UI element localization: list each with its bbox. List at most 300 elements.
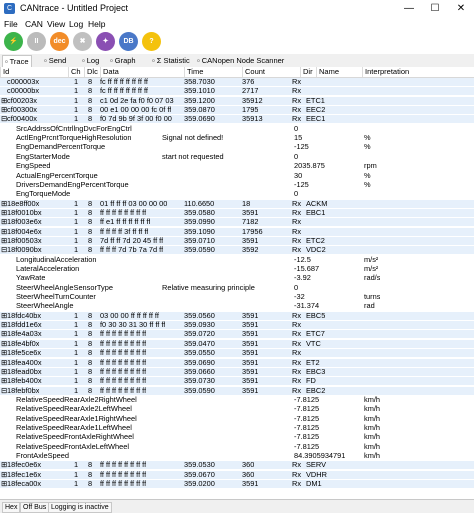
expand-icon[interactable]: ⊞ [1,321,8,330]
cell-count: 35912 [242,96,263,105]
expand-icon[interactable]: ⊞ [1,339,8,348]
cell-count: 3591 [242,386,259,395]
cell-id: 18fdc40bx [7,311,42,320]
cell-data: ff ff ff ff ff ff ff ff [100,339,147,348]
app-icon: C [4,3,15,14]
expand-icon[interactable]: ⊞ [1,227,8,236]
cell-ch: 1 [74,96,79,105]
cell-time: 359.0930 [184,321,215,330]
cell-id: c000003x [7,78,40,86]
cell-id: c00000bx [7,87,40,96]
column-header-count[interactable]: Count [242,67,300,77]
signal-row[interactable] [0,396,474,404]
tab-label: Σ Statistic [156,56,190,65]
cell-data: ff ff ff ff ff ff ff ff [100,330,147,339]
signal-value: -7.8125 [294,433,320,442]
cell-time: 359.0710 [184,236,215,245]
help-button[interactable] [142,32,161,51]
signal-unit: km/h [364,442,381,451]
message-row[interactable] [0,312,474,320]
cell-data: f0 7d 9b 9f 3f 00 f0 00 [100,115,172,124]
cell-dir: Rx [292,87,302,96]
cell-data: ff ff ff ff ff ff ff ff [100,470,147,479]
signal-row[interactable] [0,452,474,460]
message-row[interactable] [0,387,474,395]
cell-ch: 1 [74,386,79,395]
tab-label: Send [48,56,67,65]
cell-id: 18f00503x [7,236,42,245]
cell-data: 7d ff ff 7d 20 45 ff ff [100,236,164,245]
column-header-dir[interactable]: Dir [300,67,316,77]
collapse-icon[interactable]: ⊟ [1,246,8,255]
cell-name: EBC5 [306,311,326,320]
menu-help[interactable]: Help [88,19,106,29]
cell-ch: 1 [74,87,79,96]
graph-icon: ▫ [110,56,115,65]
database-icon: DB [123,38,134,45]
message-row[interactable] [0,209,474,217]
cell-dir: Rx [292,115,302,124]
cell-dir: Rx [292,96,302,105]
cell-ch: 1 [74,321,79,330]
cell-dlc: 8 [88,96,93,105]
message-row[interactable] [0,246,474,254]
close-icon[interactable]: ✕ [456,3,466,14]
cell-time: 359.0660 [184,367,215,376]
tab-label: Trace [9,57,29,66]
expand-icon[interactable]: ⊞ [1,218,8,227]
cell-ch: 1 [74,208,79,217]
signal-row[interactable] [0,433,474,441]
message-row[interactable] [0,377,474,385]
message-row[interactable] [0,200,474,208]
cell-dir: Rx [292,321,302,330]
cell-data: 03 00 00 ff ff ff ff ff [100,311,159,320]
cell-dir: Rx [292,208,302,217]
cell-data: c1 0d 2e fa f0 f0 07 03 [100,96,174,105]
cell-count: 360 [242,470,255,479]
cell-count: 3591 [242,236,259,245]
cell-id: 18fec1e6x [7,470,42,479]
connect-button[interactable] [4,32,23,51]
expand-icon[interactable]: ⊞ [1,349,8,358]
message-row[interactable] [0,480,474,488]
cell-dlc: 8 [88,339,93,348]
cell-ch: 1 [74,377,79,386]
expand-icon[interactable]: ⊞ [1,330,8,339]
cell-id: 18fdd1e6x [7,321,42,330]
message-row[interactable] [0,321,474,329]
column-header-data[interactable]: Data [100,67,184,77]
status-logging: Logging is inactive [48,502,112,513]
cell-ch: 1 [74,480,79,489]
expand-icon[interactable]: ⊞ [1,358,8,367]
cell-dir: Rx [292,358,302,367]
menu-view[interactable]: View [47,19,66,29]
cell-id: 18f003e6x [7,218,42,227]
signal-name: SteerWheelAngle [16,302,74,311]
cell-id: 18f0010bx [7,208,42,217]
cell-count: 376 [242,78,255,86]
expand-icon[interactable]: ⊞ [1,311,8,320]
tab-log[interactable] [80,55,101,66]
cell-count: 3591 [242,339,259,348]
message-row[interactable] [0,340,474,348]
signal-unit: % [364,143,371,152]
status-bus: Off Bus [20,502,49,513]
signal-row[interactable] [0,153,474,161]
signal-text-value: start not requested [162,152,224,161]
signal-unit: km/h [364,423,381,432]
cell-name: ETC7 [306,330,325,339]
cell-time: 359.0690 [184,115,215,124]
message-row[interactable] [0,368,474,376]
send-icon: ▫ [44,56,49,65]
lightning-icon: ⚡ [9,38,18,45]
cell-id: 18febf0bx [7,386,40,395]
cell-ch: 1 [74,339,79,348]
cell-count: 7182 [242,218,259,227]
tab-statistic[interactable] [150,55,192,66]
signal-value: 84.3905934791 [294,452,346,460]
cell-name: EEC1 [306,115,326,124]
message-row[interactable] [0,115,474,123]
cell-name: DM1 [306,480,322,489]
cell-dlc: 8 [88,377,93,386]
message-row[interactable] [0,106,474,114]
cell-data: ff ff ff ff ff ff ff ff [100,358,147,367]
cell-time: 358.7030 [184,78,215,86]
signal-name: LongitudinalAcceleration [16,255,97,264]
message-row[interactable] [0,349,474,357]
cell-count: 3592 [242,246,259,255]
cell-name: ET2 [306,358,320,367]
signal-value: -31.374 [294,302,320,311]
cell-count: 18 [242,199,251,208]
clear-icon: ✖ [79,38,86,45]
signal-name: EngSpeed [16,162,51,171]
cell-dir: Rx [292,330,302,339]
cell-dlc: 8 [88,236,93,245]
cell-id: 18fead0bx [7,367,42,376]
cell-time: 359.1090 [184,227,215,236]
filter-icon: ✦ [102,38,109,45]
cell-id: 18f0090bx [7,246,42,255]
cell-data: fc ff ff ff ff ff ff ff [100,87,148,96]
signal-row[interactable] [0,424,474,432]
cell-ch: 1 [74,311,79,320]
cell-dlc: 8 [88,367,93,376]
cell-dlc: 8 [88,461,93,470]
cell-count: 3591 [242,358,259,367]
signal-value: 30 [294,171,303,180]
signal-row[interactable] [0,143,474,151]
cell-data: 01 ff ff ff 03 00 00 00 [100,199,168,208]
cell-ch: 1 [74,349,79,358]
signal-unit: km/h [364,452,381,460]
signal-value: 15 [294,134,303,143]
cell-dir: Rx [292,377,302,386]
tab-label: Log [86,56,100,65]
menu-can[interactable]: CAN [25,19,43,29]
cell-time: 359.0550 [184,349,215,358]
message-row[interactable] [0,471,474,479]
signal-value: 2035.875 [294,162,325,171]
trace-grid[interactable] [0,78,474,499]
signal-value: -32 [294,293,305,302]
cell-time: 359.0730 [184,377,215,386]
tab-graph[interactable] [108,55,138,66]
signal-row[interactable] [0,274,474,282]
cell-dlc: 8 [88,87,93,96]
cell-data: ff ff ff ff ff ff ff ff [100,461,147,470]
cell-name: ETC1 [306,96,325,105]
cell-dlc: 8 [88,78,93,86]
cell-data: ff ff ff ff ff ff ff ff [100,386,147,395]
cell-time: 359.0590 [184,386,215,395]
expand-icon[interactable]: ⊞ [1,96,8,105]
message-row[interactable] [0,330,474,338]
cell-time: 359.1010 [184,87,215,96]
cell-id: 18fe5ce6x [7,349,42,358]
cell-count: 3591 [242,208,259,217]
signal-value: -7.8125 [294,423,320,432]
column-header-id[interactable]: Id [0,67,68,77]
cell-data: ff ff ff ff ff ff ff ff [100,208,147,217]
message-row[interactable] [0,97,474,105]
signal-value: 0 [294,124,299,133]
signal-value: -7.8125 [294,442,320,451]
cell-ch: 1 [74,367,79,376]
cell-ch: 1 [74,461,79,470]
message-row[interactable] [0,218,474,226]
signal-row[interactable] [0,302,474,310]
cell-id: 18fe4bf0x [7,339,40,348]
cell-count: 2717 [242,87,259,96]
collapse-icon[interactable]: ⊟ [1,115,8,124]
cell-dlc: 8 [88,106,93,115]
message-row[interactable] [0,78,474,86]
cell-data: fc ff ff ff ff ff ff ff [100,78,148,86]
cell-count: 17956 [242,227,263,236]
cell-dir: Rx [292,236,302,245]
cell-ch: 1 [74,227,79,236]
signal-row[interactable] [0,190,474,198]
signal-row[interactable] [0,284,474,292]
cell-time: 359.0870 [184,106,215,115]
signal-text-value: Signal not defined! [162,134,224,143]
cell-id: 18f004e6x [7,227,42,236]
signal-unit: rpm [364,162,377,171]
cell-time: 359.0580 [184,208,215,217]
cell-count: 1795 [242,106,259,115]
cell-id: 18feb400x [7,377,42,386]
signal-text-value: Relative measuring principle [162,283,255,292]
expand-icon[interactable]: ⊞ [1,470,8,479]
cell-dlc: 8 [88,311,93,320]
maximize-icon[interactable]: ☐ [430,3,440,14]
cell-name: ACKM [306,199,328,208]
message-row[interactable] [0,237,474,245]
menu-file[interactable]: File [4,19,18,29]
signal-row[interactable] [0,162,474,170]
cell-count: 3591 [242,330,259,339]
expand-icon[interactable]: ⊞ [1,377,8,386]
signal-value: -7.8125 [294,414,320,423]
cell-count: 3591 [242,377,259,386]
column-header-time[interactable]: Time [184,67,242,77]
signal-name: RelativeSpeedFrontAxleRightWheel [16,433,134,442]
pause-icon: II [34,38,39,45]
expand-icon[interactable]: ⊞ [1,367,8,376]
signal-row[interactable] [0,125,474,133]
signal-row[interactable] [0,256,474,264]
signal-name: DriversDemandEngPercentTorque [16,180,129,189]
cell-ch: 1 [74,115,79,124]
cell-dir: Rx [292,106,302,115]
cell-dlc: 8 [88,199,93,208]
signal-name: RelativeSpeedRearAxle2RightWheel [16,395,137,404]
tab-canopen-node-scanner[interactable] [195,55,286,66]
menu-bar [0,18,474,30]
dec-button[interactable] [50,32,69,51]
scanner-icon: ▫ [197,56,202,65]
cell-dlc: 8 [88,218,93,227]
signal-name: SteerWheelAngleSensorType [16,283,113,292]
cell-dir: Rx [292,349,302,358]
cell-name: ETC2 [306,236,325,245]
cell-count: 3591 [242,480,259,489]
dec-icon: dec [53,38,66,45]
filter-button[interactable] [96,32,115,51]
cell-name: FD [306,377,316,386]
log-icon: ▫ [82,56,87,65]
status-bar [0,499,474,513]
signal-row[interactable] [0,134,474,142]
cell-ch: 1 [74,358,79,367]
cell-dir: Rx [292,218,302,227]
signal-value: 0 [294,283,299,292]
cell-id: cf00203x [7,96,37,105]
signal-row[interactable] [0,265,474,273]
expand-icon[interactable]: ⊞ [1,480,8,489]
cell-name: VDC2 [306,246,326,255]
message-row[interactable] [0,359,474,367]
column-header-name[interactable]: Name [316,67,362,77]
cell-dir: Rx [292,470,302,479]
column-header-dlc[interactable]: Dlc [84,67,100,77]
signal-row[interactable] [0,405,474,413]
cell-count: 3591 [242,321,259,330]
signal-value: -15.687 [294,265,320,273]
cell-id: 18fec0e6x [7,461,42,470]
signal-unit: % [364,134,371,143]
expand-icon[interactable]: ⊞ [1,236,8,245]
signal-row[interactable] [0,293,474,301]
cell-name: EBC3 [306,367,326,376]
cell-time: 110.6650 [184,199,215,208]
cell-time: 359.0990 [184,218,215,227]
signal-value: -7.8125 [294,405,320,414]
window-title: CANtrace - Untitled Project [20,3,129,13]
signal-row[interactable] [0,181,474,189]
expand-icon[interactable]: ⊞ [1,461,8,470]
cell-name: VDHR [306,470,327,479]
signal-value: -12.5 [294,255,311,264]
cell-id: cf00300x [7,106,37,115]
message-row[interactable] [0,87,474,95]
cell-ch: 1 [74,106,79,115]
cell-time: 359.0690 [184,358,215,367]
signal-name: EngStarterMode [16,152,70,161]
cell-time: 359.0200 [184,480,215,489]
signal-unit: m/s² [364,265,379,273]
clear-button[interactable] [73,32,92,51]
cell-count: 3591 [242,367,259,376]
expand-icon[interactable]: ⊞ [1,106,8,115]
cell-name: SERV [306,461,326,470]
cell-dlc: 8 [88,349,93,358]
tab-label: CANopen Node Scanner [201,56,285,65]
signal-row[interactable] [0,172,474,180]
signal-row[interactable] [0,443,474,451]
cell-dlc: 8 [88,470,93,479]
cell-count: 3591 [242,349,259,358]
tab-bar [0,54,474,68]
cell-dir: Rx [292,367,302,376]
pause-button[interactable] [27,32,46,51]
minimize-icon[interactable]: — [404,3,414,14]
cell-dlc: 8 [88,480,93,489]
signal-name: SteerWheelTurnCounter [16,293,96,302]
signal-unit: km/h [364,433,381,442]
signal-unit: km/h [364,405,381,414]
signal-unit: rad/s [364,274,381,283]
message-row[interactable] [0,461,474,469]
db-button[interactable] [119,32,138,51]
cell-dir: Rx [292,199,302,208]
message-row[interactable] [0,228,474,236]
signal-name: RelativeSpeedFrontAxleLeftWheel [16,442,129,451]
expand-icon[interactable]: ⊞ [1,199,8,208]
tab-send[interactable] [42,55,68,66]
cell-dlc: 8 [88,208,93,217]
cell-name: EEC2 [306,106,326,115]
cell-dir: Rx [292,386,302,395]
help-icon: ? [149,38,154,45]
cell-data: ff ff ff ff ff ff ff ff [100,480,147,489]
cell-dir: Rx [292,480,302,489]
signal-name: RelativeSpeedRearAxle2LeftWheel [16,405,132,414]
tab-trace[interactable] [2,55,32,67]
expand-icon[interactable]: ⊞ [1,208,8,217]
column-header-interpretation[interactable]: Interpretation [362,67,474,77]
cell-id: 18e8ff00x [7,199,40,208]
title-bar [0,0,474,18]
cell-time: 359.0720 [184,330,215,339]
signal-value: 0 [294,152,299,161]
menu-log[interactable]: Log [69,19,84,29]
cell-time: 359.0590 [184,246,215,255]
collapse-icon[interactable]: ⊟ [1,386,8,395]
cell-name: VTC [306,339,321,348]
signal-name: LateralAcceleration [16,265,80,273]
column-header-ch[interactable]: Ch [68,67,84,77]
signal-unit: % [364,171,371,180]
signal-row[interactable] [0,415,474,423]
cell-dlc: 8 [88,330,93,339]
cell-count: 3591 [242,311,259,320]
